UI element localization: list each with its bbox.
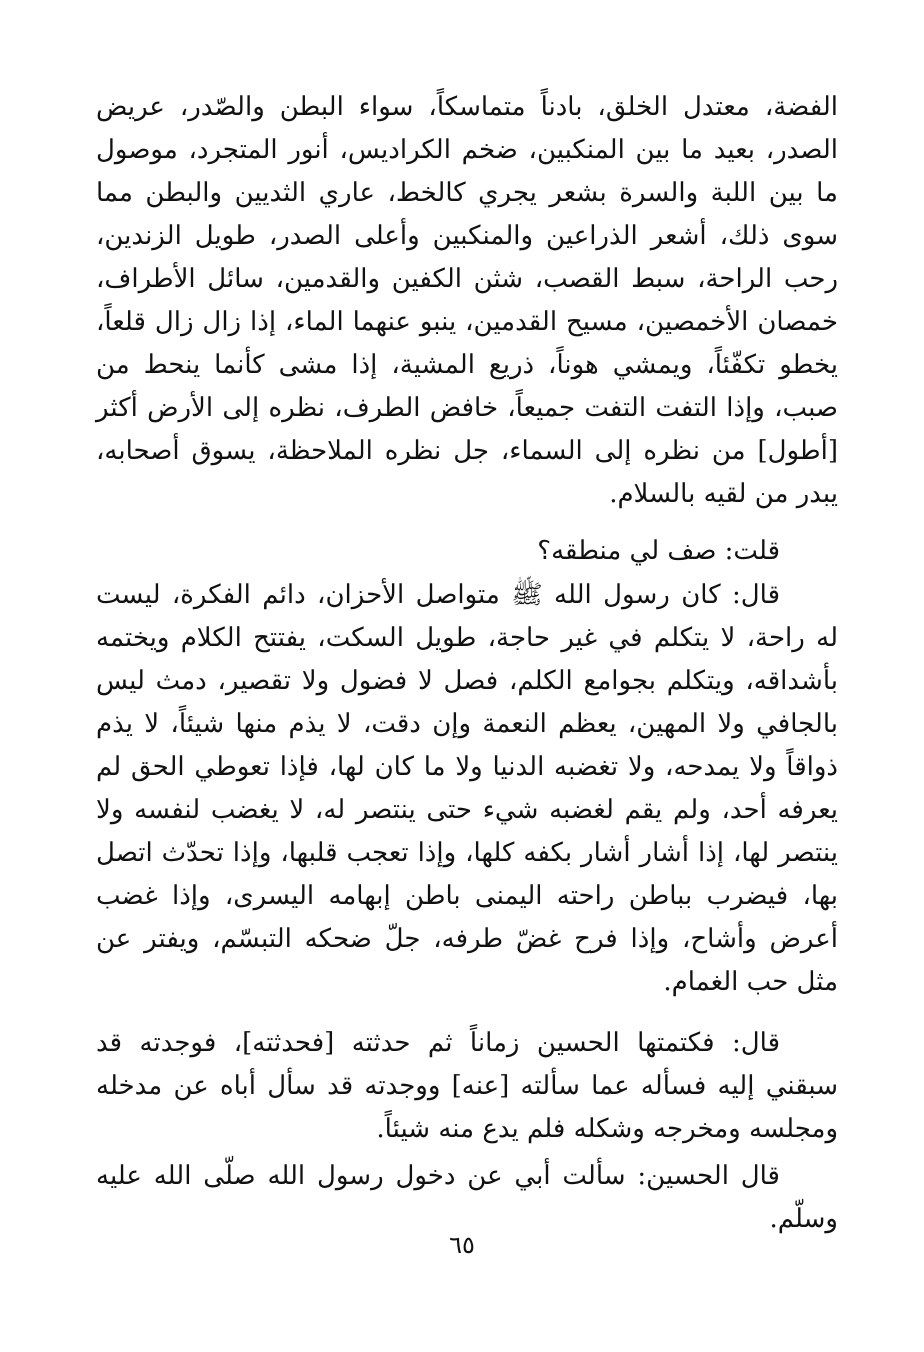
paragraph-closing: قال الحسين: سألت أبي عن دخول رسول الله صلّى الله عليه وسلّم. [96, 1161, 838, 1234]
page-number: ٦٥ [449, 1231, 475, 1259]
paragraph-hussein: قال: فكتمتها الحسين زماناً ثم حدثته [فحدثته]، فوجدته قد سبقني إليه فسأله عما سألته [عنه] ووجدته قد سأل أباه عن مدخله ومجلسه ومخرجه وشكله فلم يدع منه شيئاً. [96, 1028, 838, 1144]
paragraph-speech: قال: كان رسول الله ﷺ متواصل الأحزان، دائم الفكرة، ليست له راحة، لا يتكلم في غير حاجة، طويل السكت، يفتتح الكلام ويختمه بأشداقه، ويتكلم بجوامع الكلم، فصل لا فضول ولا تقصير، دمث ليس بالجافي ولا المهين، يعظم النعمة وإن دقت، لا يذم منها شيئاً، لا يذم ذواقاً ولا يمدحه، ولا تغضبه الدنيا ولا ما كان لها، فإذا تعوطي الحق لم يعرفه أحد، ولم يقم لغضبه شيء حتى ينتصر له، لا يغضب لنفسه ولا ينتصر لها، إذا أشار أشار بكفه كلها، وإذا تعجب قلبها، وإذا تحدّث اتصل بها، فيضرب بباطن راحته اليمنى باطن إبهامه اليسرى، وإذا غضب أعرض وأشاح، وإذا فرح غضّ طرفه، جلّ ضحكه التبسّم، ويفتر عن مثل حب الغمام. [96, 580, 838, 997]
paragraph-description: الفضة، معتدل الخلق، بادناً متماسكاً، سواء البطن والصّدر، عريض الصدر، بعيد ما بين المنكبين، ضخم الكراديس، أنور المتجرد، موصول ما بين اللبة والسرة بشعر يجري كالخط، عاري الثديين والبطن مما سوى ذلك، أشعر الذراعين والمنكبين وأعلى الصدر، طويل الزندين، رحب الراحة، سبط القصب، شثن الكفين والقدمين، سائل الأطراف، خمصان الأخمصين، مسيح القدمين، ينبو عنهما الماء، إذا زال زال قلعاً، يخطو تكفّئاً، ويمشي هوناً، ذريع المشية، إذا مشى كأنما ينحط من صبب، وإذا التفت التفت جميعاً، خافض الطرف، نظره إلى الأرض أكثر [أطول] من نظره إلى السماء، جل نظره الملاحظة، يسوق أصحابه، يبدر من لقيه بالسلام. [96, 92, 838, 509]
paragraph-question: قلت: صف لي منطقه؟ [537, 536, 780, 566]
